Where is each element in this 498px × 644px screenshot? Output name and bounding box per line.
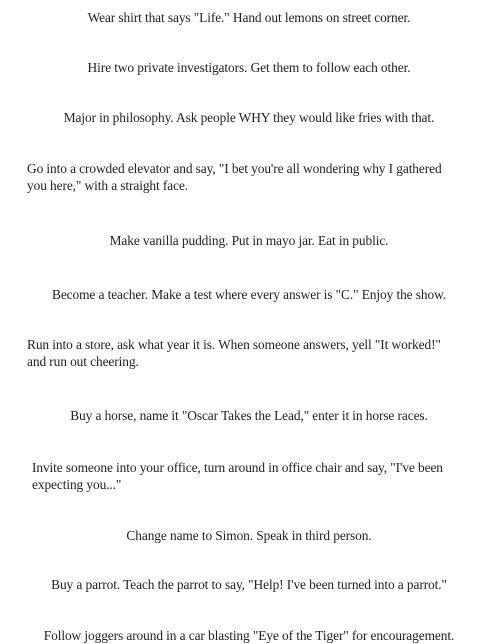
item-parrot-text: Buy a parrot. Teach the parrot to say, "Help! I've been turned into a parrot." xyxy=(51,577,447,592)
item-philosophy-text: Major in philosophy. Ask people WHY they would like fries with that. xyxy=(63,110,435,125)
item-joggers-text: Follow joggers around in a car blasting "Eye of the Tiger" for encouragement. xyxy=(43,628,455,643)
item-joggers xyxy=(0,627,498,644)
item-shirt xyxy=(0,9,498,26)
item-horse-text: Buy a horse, name it "Oscar Takes the Lead," enter it in horse races. xyxy=(70,408,428,423)
item-investigators-text: Hire two private investigators. Get them to follow each other. xyxy=(87,60,411,75)
item-simon xyxy=(0,527,498,544)
item-investigators xyxy=(0,59,498,76)
item-teacher xyxy=(0,286,498,303)
item-philosophy xyxy=(0,109,498,126)
item-pudding-text: Make vanilla pudding. Put in mayo jar. Eat in public. xyxy=(109,233,389,248)
item-horse xyxy=(0,407,498,424)
item-simon-text: Change name to Simon. Speak in third person. xyxy=(126,528,372,543)
item-office-text-line2: expecting you..." xyxy=(32,477,122,492)
item-elevator-text-line1: Go into a crowded elevator and say, "I bet you're all wondering why I gathered xyxy=(27,161,442,176)
item-parrot xyxy=(0,576,498,593)
item-elevator-text-line2: you here," with a straight face. xyxy=(27,178,189,193)
item-elevator xyxy=(27,160,487,194)
item-office xyxy=(32,459,492,493)
item-shirt-text: Wear shirt that says "Life." Hand out lemons on street corner. xyxy=(87,10,411,25)
item-store xyxy=(27,336,487,370)
item-teacher-text: Become a teacher. Make a test where every answer is "C." Enjoy the show. xyxy=(51,287,447,302)
item-store-text-line1: Run into a store, ask what year it is. When someone answers, yell "It worked!" xyxy=(27,337,441,352)
item-office-text-line1: Invite someone into your office, turn around in office chair and say, "I've been xyxy=(32,460,443,475)
item-pudding xyxy=(0,232,498,249)
item-store-text-line2: and run out cheering. xyxy=(27,354,139,369)
